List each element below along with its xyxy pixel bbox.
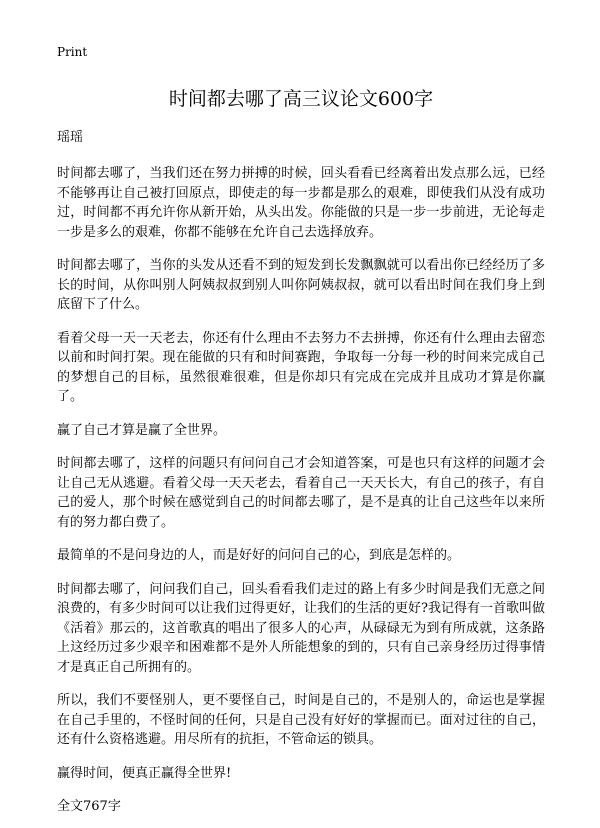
paragraph-4: 赢了自己才算是赢了全世界。: [57, 422, 227, 438]
word-count: 全文767字: [57, 799, 121, 814]
paragraph-5: 时间都去哪了，这样的问题只有问问自己才会知道答案，可是也只有这样的问题才会让自己无从逃避。看着父母一天天老去，看着自己一天天长大，有自己的孩子，有自己的爱人，那个时候在感觉到自己的时间都去哪了，是不是真的让自己这些年以来所有的努力都白费了。: [57, 456, 545, 530]
article-title: 时间都去哪了高三议论文600字: [168, 88, 434, 110]
paragraph-1: 时间都去哪了，当我们还在努力拼搏的时候，回头看看已经离着出发点那么远，已经不能够再让自己被打回原点，即使走的每一步都是那么的艰难，即使我们从没有成功过，时间都不再允许你从新开始，从头出发。你能做的只是一步一步前进，无论每走一步是多么的艰难，你都不能够在允许自己去选择放弃。: [57, 166, 545, 240]
paragraph-2: 时间都去哪了，当你的头发从还看不到的短发到长发飘飘就可以看出你已经经历了多长的时间，从你叫别人阿姨叔叔到别人叫你阿姨叔叔，就可以看出时间在我们身上到底留下了什么。: [57, 258, 545, 312]
paragraph-3: 看着父母一天一天老去，你还有什么理由不去努力不去拼搏，你还有什么理由去留恋以前和时间打架。现在能做的只有和时间赛跑，争取每一分每一秒的时间来完成自己的梦想自己的目标，虽然很难很难，但是你却只有完成在完成并且成功才算是你赢了。: [57, 330, 545, 404]
paragraph-6: 最简单的不是问身边的人，而是好好的问问自己的心，到底是怎样的。: [57, 548, 461, 563]
print-link[interactable]: Print: [57, 45, 88, 59]
article-body: [57, 164, 545, 783]
article-author: 瑶瑶: [57, 130, 84, 145]
paragraph-9: 赢得时间，便真正赢得全世界!: [57, 765, 232, 781]
paragraph-8: 所以，我们不要怪别人，更不要怪自己，时间是自己的，不是别人的，命运也是掌握在自己手里的，不怪时间的任何，只是自己没有好好的掌握而已。面对过往的自己，还有什么资格逃避。用尽所有的抗拒，不管命运的锁具。: [57, 693, 545, 747]
paragraph-7: 时间都去哪了，问问我们自己，回头看看我们走过的路上有多少时间是我们无意之间浪费的，有多少时间可以让我们过得更好，让我们的生活的更好?我记得有一首歌叫做《活着》那云的，这首歌真的唱出了很多人的心声，从碌碌无为到有所成就，这条路上这经历过多少艰辛和困难都不是外人所能想象的到的，只有自己亲身经历过得事情才是真正自己所拥有的。: [57, 581, 545, 675]
